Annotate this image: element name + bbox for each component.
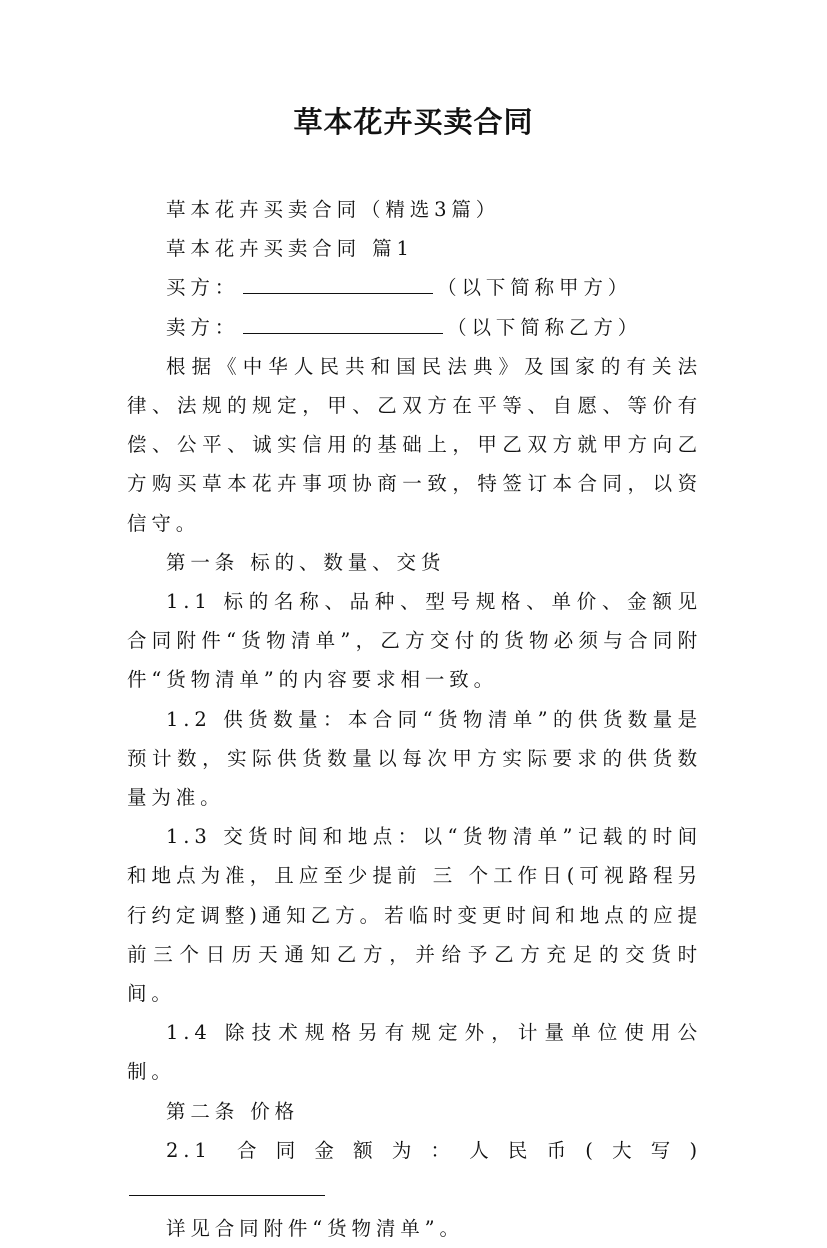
- buyer-label: 买方：: [166, 276, 240, 300]
- buyer-blank-line: [243, 273, 433, 294]
- paragraph-preamble: 根据《中华人民共和国民法典》及国家的有关法律、法规的规定，甲、乙双方在平等、自愿、等价有偿、公平、诚实信用的基础上，甲乙双方就甲方向乙方购买草本花卉事项协商一致，特签订本合同，以资信守。: [127, 354, 702, 535]
- clause-1-4: 1.4 除技术规格另有规定外，计量单位使用公制。: [127, 1021, 702, 1084]
- price-blank-line: [129, 1175, 325, 1196]
- clause-1-1: 1.1 标的名称、品种、型号规格、单价、金额见合同附件“货物清单”，乙方交付的货物必须与合同附件“货物清单”的内容要求相一致。: [127, 590, 702, 692]
- clause-2-1: [127, 1131, 702, 1209]
- document-title: 草本花卉买卖合同: [293, 105, 534, 139]
- clause-2-1-continued: 详见合同附件“货物清单”。: [166, 1217, 464, 1241]
- clause-1-3: 1.3 交货时间和地点：以“货物清单”记载的时间和地点为准，且应至少提前 三 个工作日(可视路程另行约定调整)通知乙方。若临时变更时间和地点的应提前三个日历天通知乙方，并给予乙方充足的交货时间。: [127, 825, 702, 1006]
- clause-1-2: 1.2 供货数量：本合同“货物清单”的供货数量是预计数，实际供货数量以每次甲方实际要求的供货数量为准。: [127, 707, 702, 810]
- paragraph-buyer: [127, 268, 702, 307]
- article-1-heading: 第一条 标的、数量、交货: [166, 550, 446, 574]
- seller-blank-line: [243, 313, 443, 334]
- seller-label: 卖方：: [166, 315, 240, 339]
- paragraph-seller: [127, 308, 702, 347]
- buyer-suffix: （以下简称甲方）: [437, 276, 633, 300]
- article-2-heading: 第二条 价格: [166, 1099, 299, 1123]
- clause-2-1-text: 2.1 合同金额为：人民币(大写): [166, 1138, 702, 1162]
- paragraph-part: 草本花卉买卖合同 篇1: [166, 237, 414, 261]
- paragraph-intro: 草本花卉买卖合同（精选3篇）: [166, 198, 501, 221]
- document-body: [127, 190, 702, 1248]
- seller-suffix: （以下简称乙方）: [447, 315, 643, 339]
